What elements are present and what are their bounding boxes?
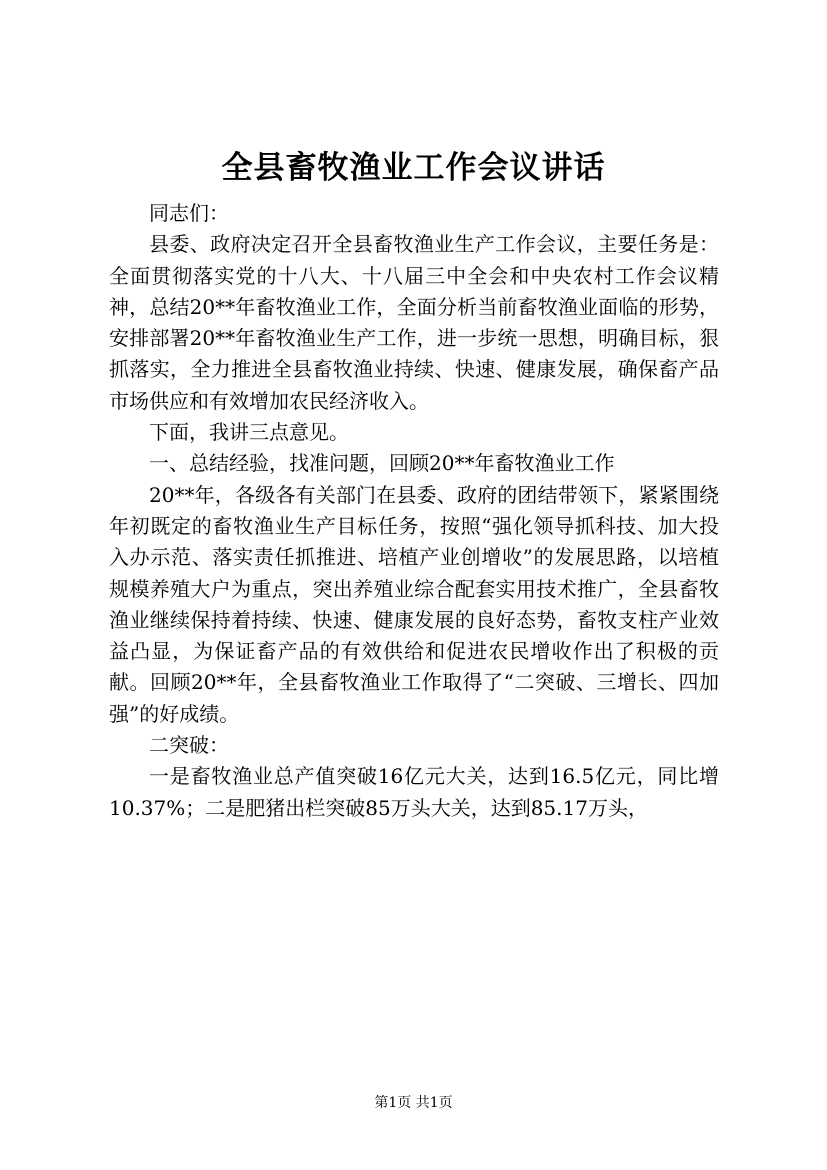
subheading-two-breakthroughs: 二突破： (149, 733, 229, 758)
paragraph-three-points: 下面，我讲三点意见。 (149, 420, 349, 445)
paragraph-review: 20**年，各级各有关部门在县委、政府的团结带领下，紧紧围绕年初既定的畜牧渔业生产目标任务，按照“强化领导抓科技、加大投入办示范、落实责任抓推进、培植产业创增收”的发展思路，以培植规模养殖大户为重点，突出养殖业综合配套实用技术推广，全县畜牧渔业继续保持着持续、快速、健康发展的良好态势，畜牧支柱产业效益凸显，为保证畜产品的有效供给和促进农民增收作出了积极的贡献。回顾20**年，全县畜牧渔业工作取得了“二突破、三增长、四加强”的好成绩。 (109, 482, 719, 726)
section-heading-review: 一、总结经验，找准问题，回顾20**年畜牧渔业工作 (149, 451, 615, 476)
document-title: 全县畜牧渔业工作会议讲话 (221, 150, 606, 186)
page-footer: 第1页 共1页 (374, 1095, 453, 1111)
document-body (109, 198, 719, 824)
paragraph-meeting-purpose: 县委、政府决定召开全县畜牧渔业生产工作会议，主要任务是：全面贯彻落实党的十八大、十八届三中全会和中央农村工作会议精神，总结20**年畜牧渔业工作，全面分析当前畜牧渔业面临的形势，安排部署20**年畜牧渔业生产工作，进一步统一思想，明确目标，狠抓落实，全力推进全县畜牧渔业持续、快速、健康发展，确保畜产品市场供应和有效增加农民经济收入。 (109, 232, 719, 413)
paragraph-breakthroughs: 一是畜牧渔业总产值突破16亿元大关，达到16.5亿元，同比增10.37%；二是肥猪出栏突破85万头大关，达到85.17万头， (109, 764, 719, 820)
paragraph-salutation: 同志们： (149, 201, 229, 225)
